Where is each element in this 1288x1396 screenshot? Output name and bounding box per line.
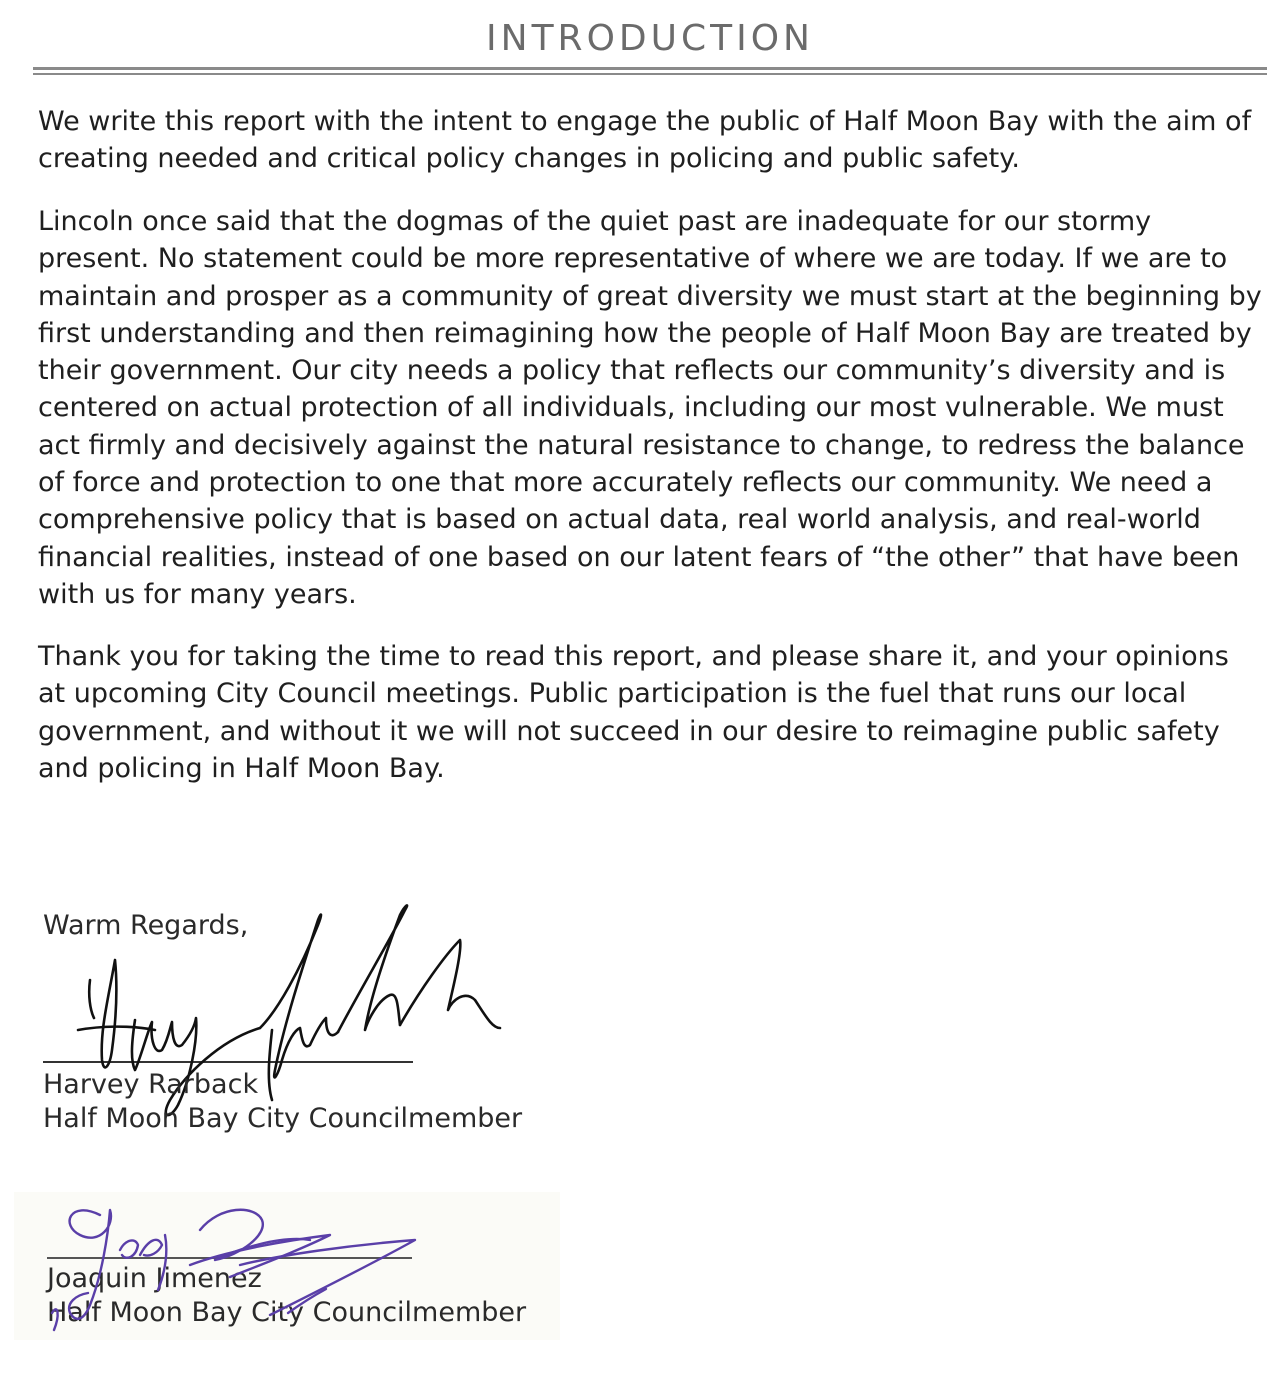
heading-rule-bottom	[33, 73, 1267, 75]
intro-paragraph-1	[38, 103, 1263, 178]
page-heading: INTRODUCTION	[486, 18, 814, 59]
signatory-1-name: Harvey Rarback	[43, 1069, 259, 1100]
intro-paragraph-3	[38, 638, 1263, 787]
signatory-2-name: Joaquin Jimenez	[47, 1263, 262, 1294]
signatory-1	[43, 1068, 522, 1136]
paragraph-text: Lincoln once said that the dogmas of the quiet past are inadequate for our stormy present. No statement could be more representative of where we are today. If we are to maintain and prosper as a community of great diversity we must start at the beginning by first understanding and then reimagining how the people of Half Moon Bay are treated by their government. Our city needs a policy that reflects our community’s diversity and is centered on actual protection of all individuals, including our most vulnerable. We must act firmly and decisively against the natural resistance to change, to redress the balance of force and protection to one that more accurately reflects our community. We need a comprehensive policy that is based on actual data, real world analysis, and real-world financial realities, instead of one based on our latent fears of “the other” that have been with us for many years.	[38, 206, 1262, 610]
paragraph-text: We write this report with the intent to engage the public of Half Moon Bay with the aim of creating needed and critical policy changes in policing and public safety.	[38, 106, 1252, 175]
paragraph-text: Thank you for taking the time to read this report, and please share it, and your opinions at upcoming City Council meetings. Public participation is the fuel that runs our local government, and without it we will not succeed in our desire to reimagine public safety and policing in Half Moon Bay.	[38, 641, 1229, 784]
signature-2-image	[40, 1195, 440, 1335]
signatory-2-title: Half Moon Bay City Councilmember	[47, 1297, 527, 1328]
closing-salutation: Warm Regards,	[43, 910, 249, 941]
signatory-1-title: Half Moon Bay City Councilmember	[43, 1103, 523, 1134]
intro-paragraph-2	[38, 203, 1263, 613]
heading-rule-top	[33, 67, 1267, 70]
